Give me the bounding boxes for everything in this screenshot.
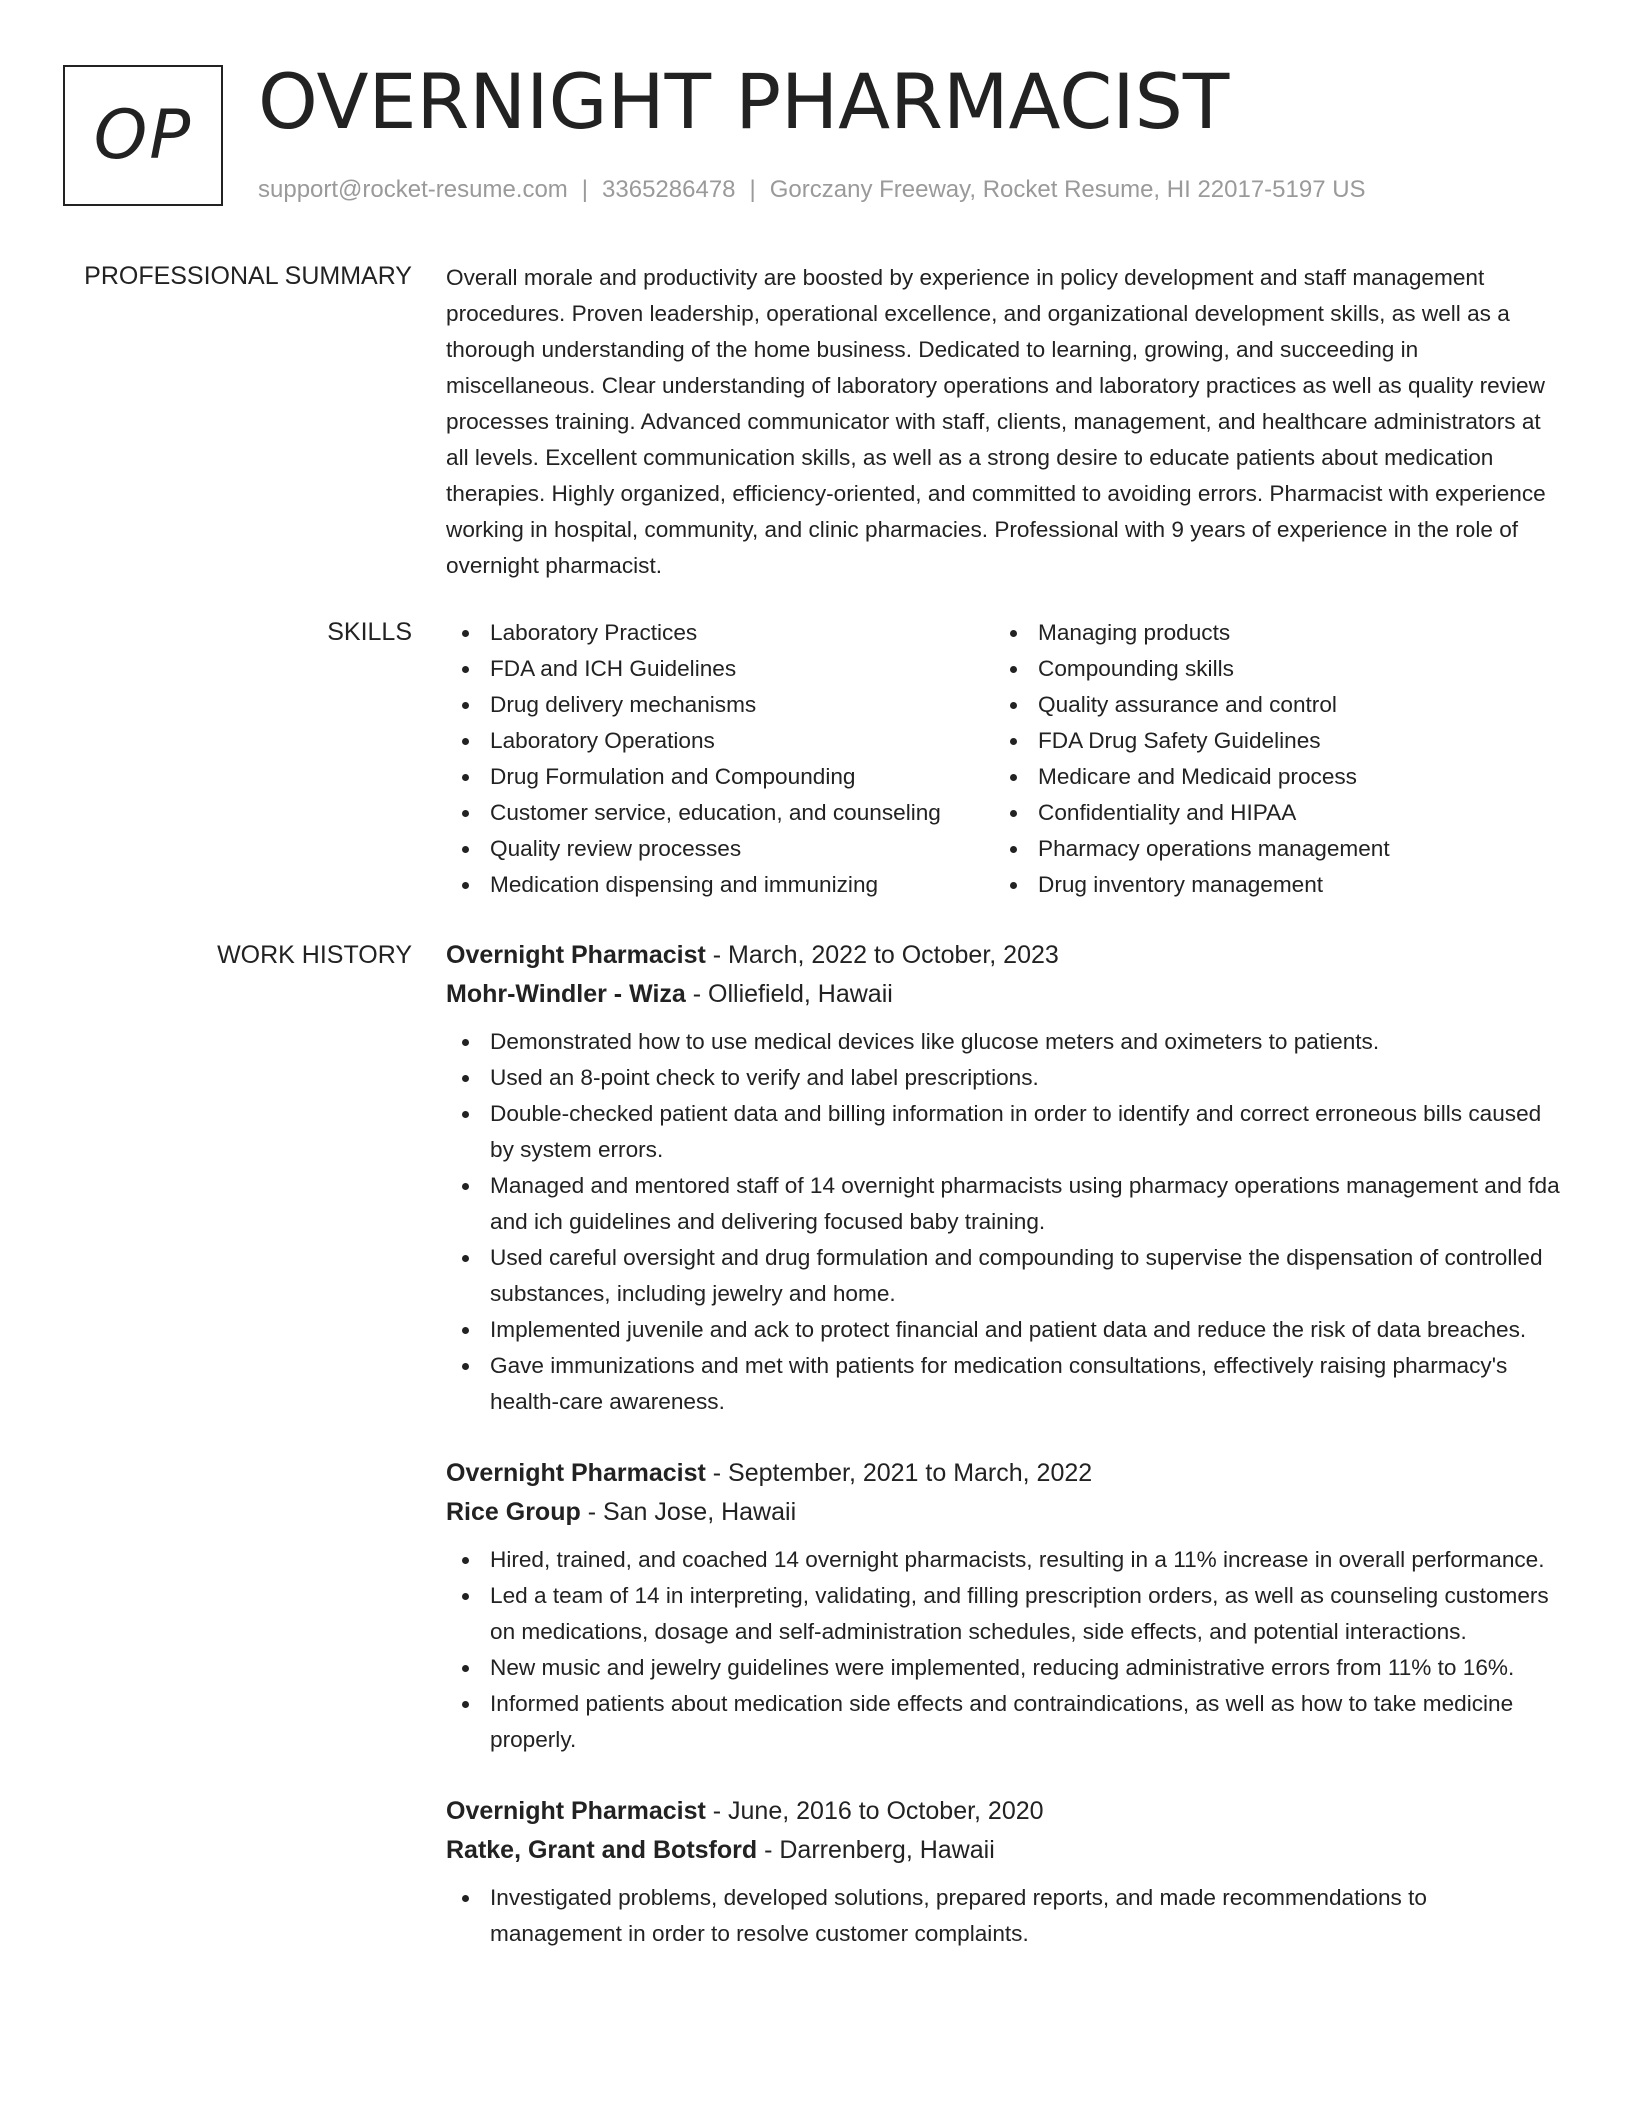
contact-line (258, 174, 1366, 206)
monogram-box (63, 65, 223, 206)
skills-list-right (994, 615, 1542, 903)
monogram-initials: OP (93, 96, 193, 175)
job-company-line (446, 1831, 1562, 1870)
job-bullet: Implemented juvenile and ack to protect financial and patient data and reduce the risk of data breaches. (446, 1312, 1562, 1348)
section-skills (446, 615, 1562, 903)
skill-item: Confidentiality and HIPAA (994, 795, 1542, 831)
job-bullet: Gave immunizations and met with patients for medication consultations, effectively raising pharmacy's health-care awareness. (446, 1348, 1562, 1420)
job-title-line (446, 1454, 1562, 1493)
contact-separator: | (581, 176, 589, 203)
job-title: Overnight Pharmacist (446, 1797, 706, 1825)
job-bullet: Double-checked patient data and billing information in order to identify and correct erroneous bills caused by system errors. (446, 1096, 1562, 1168)
job-bullet-list (446, 1880, 1562, 1952)
skills-list-left (446, 615, 994, 903)
skill-item: Drug delivery mechanisms (446, 687, 994, 723)
job-location: - San Jose, Hawaii (580, 1498, 797, 1526)
contact-separator: | (749, 176, 756, 203)
job-company-line (446, 1493, 1562, 1532)
skill-item: Quality review processes (446, 831, 994, 867)
job-company: Mohr-Windler - Wiza (446, 980, 686, 1008)
job-location: - Darrenberg, Hawaii (757, 1836, 995, 1864)
job-bullet: Used careful oversight and drug formulation and compounding to supervise the dispensation of controlled substances, including jewelry and home. (446, 1240, 1562, 1312)
job-bullet: Informed patients about medication side effects and contraindications, as well as how to take medicine properly. (446, 1686, 1562, 1758)
skill-item: FDA Drug Safety Guidelines (994, 723, 1542, 759)
contact-phone: 3365286478 (602, 176, 736, 203)
job-title: Overnight Pharmacist (446, 941, 706, 969)
skill-item: Pharmacy operations management (994, 831, 1542, 867)
skill-item: Drug Formulation and Compounding (446, 759, 994, 795)
summary-text: Overall morale and productivity are boosted by experience in policy development and staff management procedures. Proven leadership, operational excellence, and organizational development skills, as well as a thorough understanding of the home business. Dedicated to learning, growing, and succeeding in miscellaneous. Clear understanding of laboratory operations and laboratory practices as well as quality review processes training. Advanced communicator with staff, clients, management, and healthcare administrators at all levels. Excellent communication skills, as well as a strong desire to educate patients about medication therapies. Highly organized, efficiency-oriented, and committed to avoiding errors. Pharmacist with experience working in hospital, community, and clinic pharmacies. Professional with 9 years of experience in the role of overnight pharmacist. (446, 265, 1546, 578)
job-company: Rice Group (446, 1498, 581, 1526)
candidate-name: OVERNIGHT PHARMACIST (258, 57, 1230, 146)
section-summary (446, 260, 1562, 584)
job-bullet-list (446, 1542, 1562, 1758)
job-bullet: New music and jewelry guidelines were implemented, reducing administrative errors from 11% to 16%. (446, 1650, 1562, 1686)
job-bullet: Investigated problems, developed solutions, prepared reports, and made recommendations to management in order to resolve customer complaints. (446, 1880, 1562, 1952)
job-bullet: Hired, trained, and coached 14 overnight pharmacists, resulting in a 11% increase in overall performance. (446, 1542, 1562, 1578)
job-dates: - September, 2021 to March, 2022 (705, 1459, 1093, 1487)
job-entry (446, 1454, 1562, 1758)
skill-item: Laboratory Practices (446, 615, 994, 651)
contact-address: Gorczany Freeway, Rocket Resume, HI 22017-5197 US (769, 176, 1366, 203)
skill-item: Customer service, education, and counseling (446, 795, 994, 831)
section-label-skills: SKILLS (327, 618, 412, 646)
job-bullet-list (446, 1024, 1562, 1420)
skill-item: Managing products (994, 615, 1542, 651)
job-title: Overnight Pharmacist (446, 1459, 706, 1487)
skill-item: Drug inventory management (994, 867, 1542, 903)
job-title-line (446, 1792, 1562, 1831)
section-label-summary: PROFESSIONAL SUMMARY (84, 262, 412, 290)
skill-item: Compounding skills (994, 651, 1542, 687)
section-label-work: WORK HISTORY (217, 941, 412, 969)
skills-columns (446, 615, 1562, 903)
skill-item: FDA and ICH Guidelines (446, 651, 994, 687)
job-company: Ratke, Grant and Botsford (446, 1836, 758, 1864)
job-title-line (446, 936, 1562, 975)
job-entry (446, 1792, 1562, 1952)
job-bullet: Demonstrated how to use medical devices like glucose meters and oximeters to patients. (446, 1024, 1562, 1060)
job-bullet: Led a team of 14 in interpreting, validating, and filling prescription orders, as well as counseling customers on medications, dosage and self-administration schedules, side effects, and potential interactions. (446, 1578, 1562, 1650)
job-bullet: Used an 8-point check to verify and label prescriptions. (446, 1060, 1562, 1096)
job-dates: - June, 2016 to October, 2020 (705, 1797, 1044, 1825)
job-dates: - March, 2022 to October, 2023 (705, 941, 1059, 969)
section-work-history (446, 936, 1562, 1986)
skill-item: Medicare and Medicaid process (994, 759, 1542, 795)
skill-item: Medication dispensing and immunizing (446, 867, 994, 903)
job-location: - Olliefield, Hawaii (685, 980, 893, 1008)
job-company-line (446, 975, 1562, 1014)
job-entry (446, 936, 1562, 1420)
job-bullet: Managed and mentored staff of 14 overnight pharmacists using pharmacy operations management and fda and ich guidelines and delivering focused baby training. (446, 1168, 1562, 1240)
skill-item: Laboratory Operations (446, 723, 994, 759)
skill-item: Quality assurance and control (994, 687, 1542, 723)
contact-email: support@rocket-resume.com (258, 176, 568, 203)
